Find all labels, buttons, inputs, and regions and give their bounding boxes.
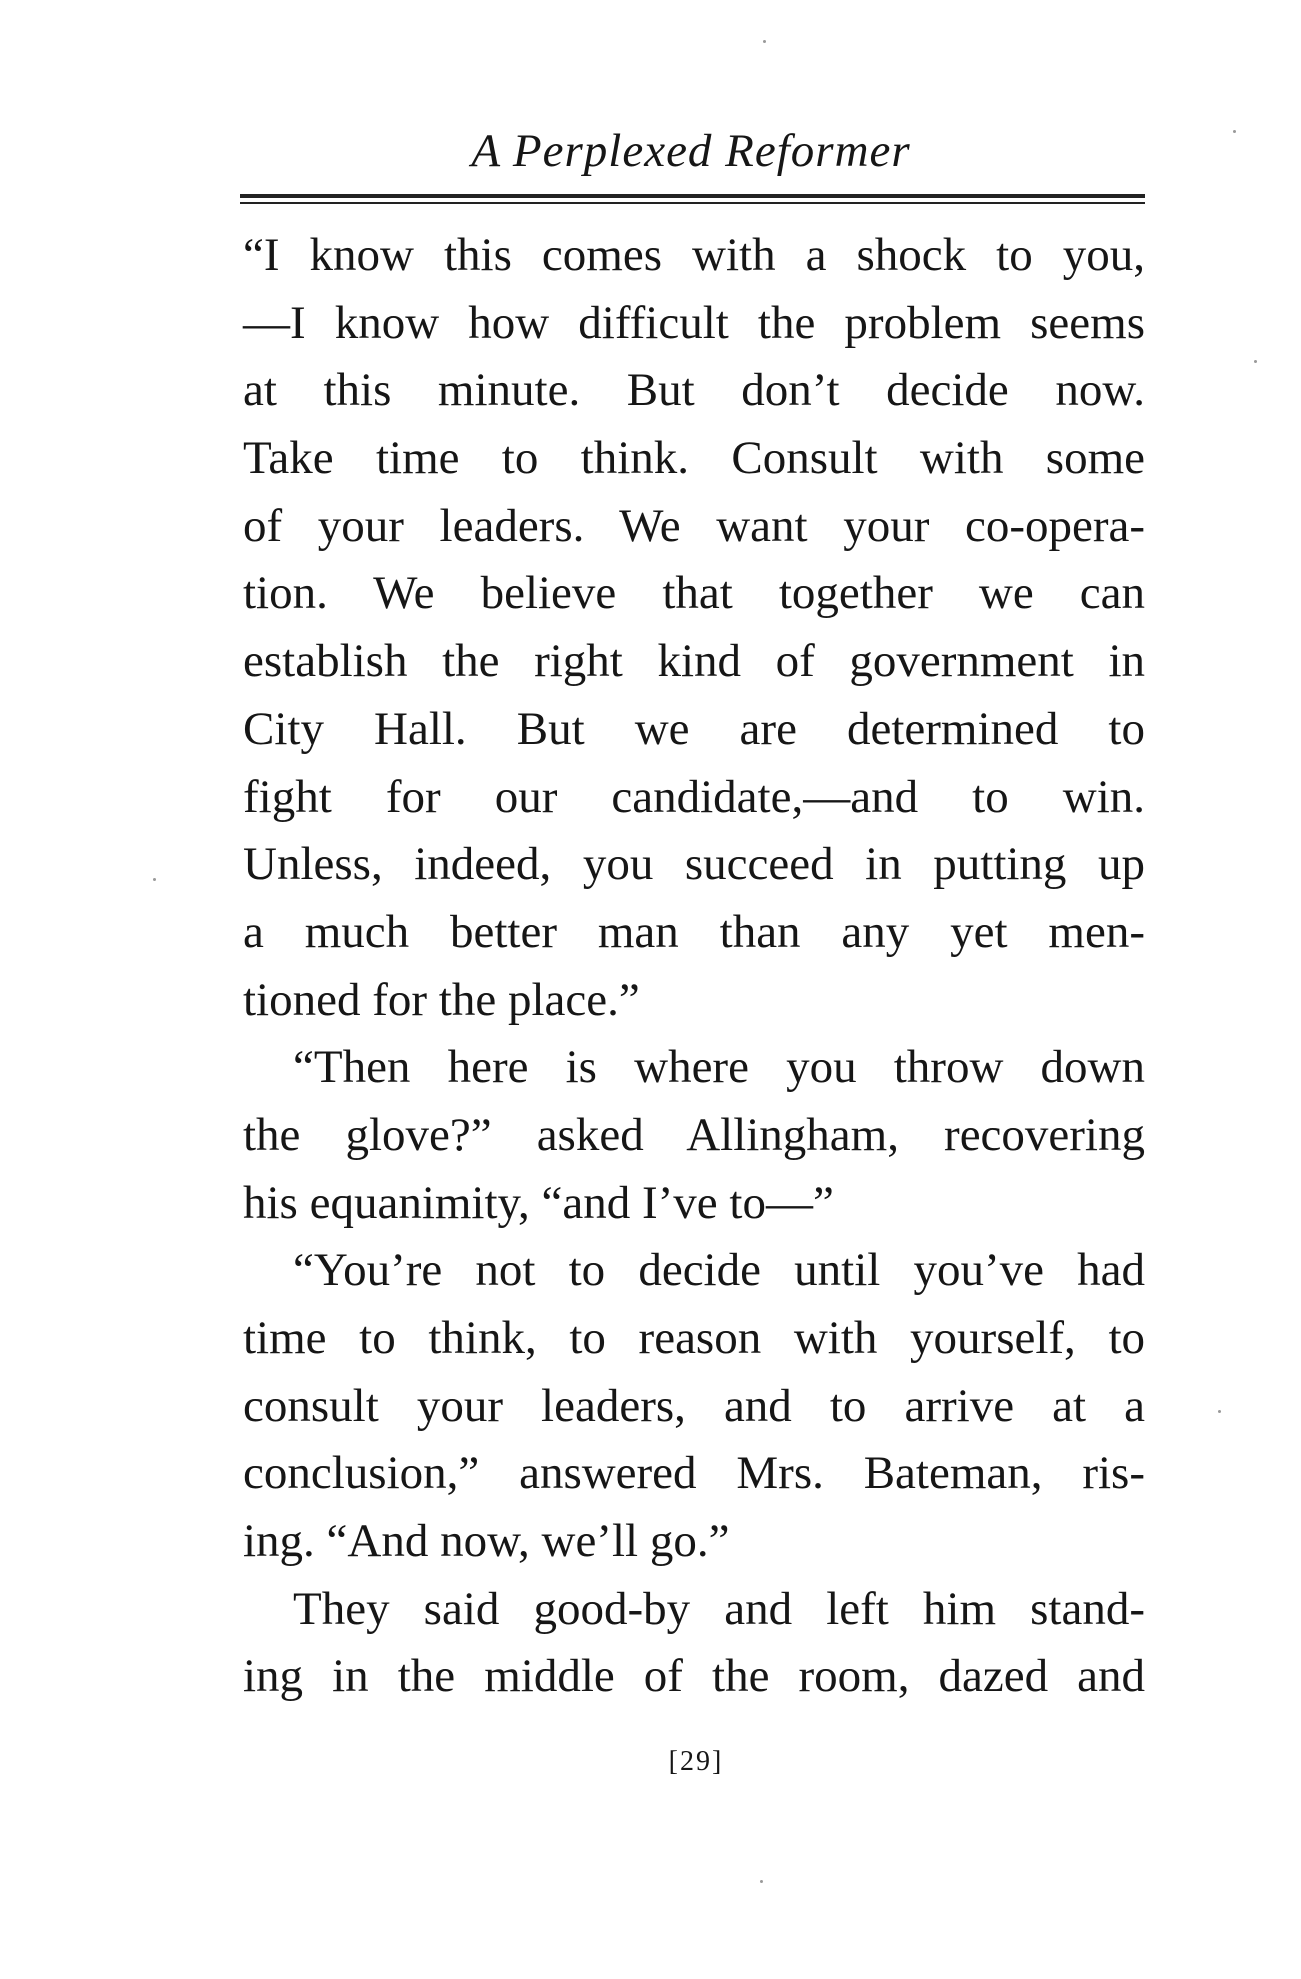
body-text — [243, 222, 1145, 1711]
text-line: Unless, indeed, you succeed in putting up — [243, 838, 1145, 891]
header-rule-thick — [240, 194, 1145, 198]
paper-speck — [1233, 130, 1236, 133]
text-line: ing. “And now, we’ll go.” — [243, 1515, 730, 1568]
page-number: [29] — [668, 1746, 724, 1777]
text-line: “I know this comes with a shock to you, — [243, 229, 1145, 281]
text-line: City Hall. But we are determined to — [243, 702, 1145, 755]
text-line: tion. We believe that together we can — [243, 567, 1145, 620]
text-line: fight for our candidate,—and to win. — [243, 770, 1145, 823]
text-line: his equanimity, “and I’ve to—” — [243, 1176, 834, 1229]
text-line: time to think, to reason with yourself, to — [243, 1312, 1145, 1364]
text-line: at this minute. But don’t decide now. — [243, 364, 1145, 417]
text-line: consult your leaders, and to arrive at a — [243, 1379, 1145, 1432]
text-line: Take time to think. Consult with some — [243, 432, 1145, 485]
header-rule-thin — [240, 202, 1145, 204]
paper-speck — [763, 40, 766, 43]
paper-speck — [760, 1880, 763, 1883]
text-line: of your leaders. We want your co-opera- — [243, 499, 1145, 552]
text-line: establish the right kind of government in — [243, 635, 1145, 688]
paper-speck — [1218, 1410, 1221, 1413]
text-line: the glove?” asked Allingham, recovering — [243, 1108, 1145, 1161]
text-line: —I know how difficult the problem seems — [243, 296, 1145, 349]
paper-speck — [153, 878, 156, 881]
text-line: ing in the middle of the room, dazed and — [243, 1650, 1145, 1703]
text-line: conclusion,” answered Mrs. Bateman, ris- — [243, 1447, 1145, 1500]
text-line: “You’re not to decide until you’ve had — [293, 1244, 1145, 1297]
text-line: a much better man than any yet men- — [243, 905, 1145, 958]
text-line: tioned for the place.” — [243, 973, 640, 1026]
running-head: A Perplexed Reformer — [471, 125, 911, 177]
text-line: They said good-by and left him stand- — [293, 1582, 1145, 1635]
text-line: “Then here is where you throw down — [293, 1041, 1145, 1094]
paper-speck — [1254, 360, 1257, 363]
